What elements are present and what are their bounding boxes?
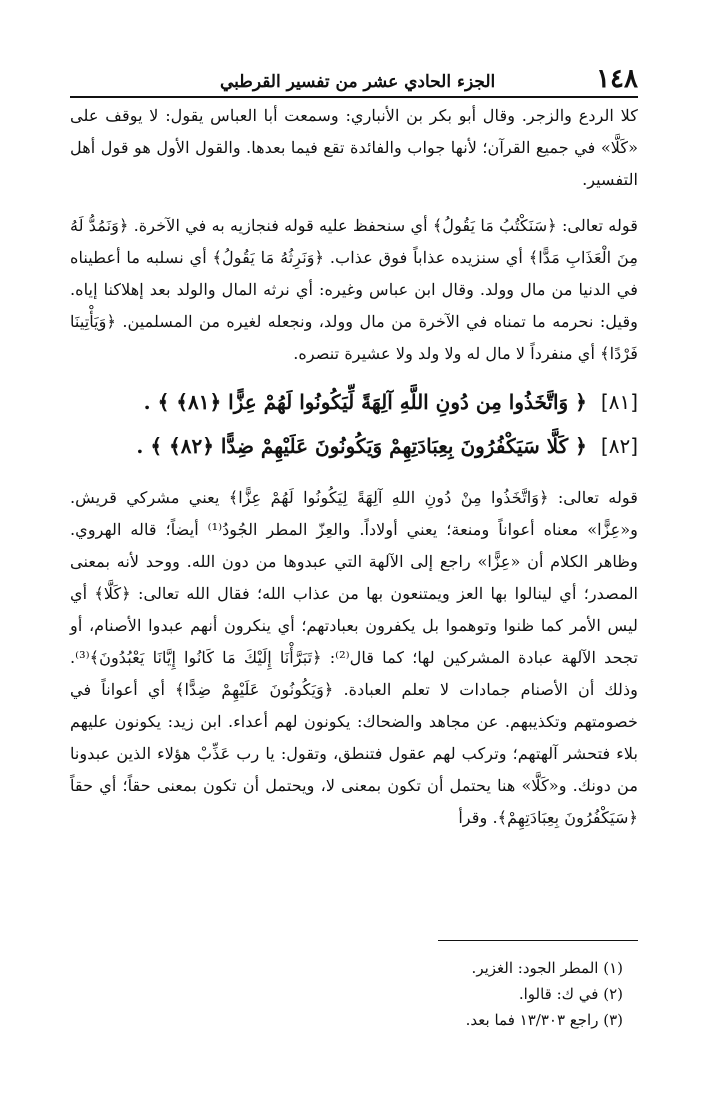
running-title: الجزء الحادي عشر من تفسير القرطبي [220, 72, 496, 92]
verse-number: [٨١] [600, 390, 638, 414]
verse-block [70, 380, 638, 468]
verse-text: ﴿ وَاتَّخَذُوا مِن دُونِ اللَّهِ آلِهَةً لِّيَكُونُوا لَهُمْ عِزًّا ﴿٨١﴾ ﴾ . [143, 390, 587, 414]
verse-81 [70, 380, 638, 424]
page-body [70, 100, 638, 834]
paragraph-1: كلا الردع والزجر. وقال أبو بكر بن الأنباري: وسمعت أبا العباس يقول: لا يوقف على «كَلَّا» في جميع القرآن؛ لأنها جواب والفائدة تقع فيما بعدها. والقول الأول هو قول أهل التفسير. [70, 106, 638, 189]
footnote-3: (٣) راجع ١٣/٣٠٣ فما بعد. [465, 1011, 623, 1029]
footnotes [70, 955, 623, 1033]
page-number: ١٤٨ [596, 64, 638, 94]
footnote-2: (٢) في ك: قالوا. [518, 985, 623, 1003]
page-header [70, 58, 638, 98]
paragraph-2: قوله تعالى: ﴿سَنَكْتُبُ مَا يَقُولُ﴾ أي سنحفظ عليه قوله فنجازيه به في الآخرة. ﴿وَنَمُدُّ لَهُ مِنَ الْعَذَابِ مَدًّا﴾ أي سنزيده عذاباً فوق عذاب. ﴿وَنَرِثُهُ مَا يَقُولُ﴾ أي نسلبه ما أعطيناه في الدنيا من مال وولد. وقال ابن عباس وغيره: أي نرثه المال والولد بعد إهلاكنا إياه. وقيل: نحرمه ما تمناه في الآخرة من مال وولد، ونجعله لغيره من المسلمين. ﴿وَيَأْتِينَا فَرْدًا﴾ أي منفرداً لا مال له ولا ولد ولا عشيرة تنصره. [70, 216, 638, 363]
verse-82 [70, 424, 638, 468]
verse-number: [٨٢] [600, 434, 638, 458]
verse-text: ﴿ كَلَّا سَيَكْفُرُونَ بِعِبَادَتِهِمْ وَيَكُونُونَ عَلَيْهِمْ ضِدًّا ﴿٨٢﴾ ﴾ . [136, 434, 587, 458]
paragraph-3: قوله تعالى: ﴿وَاتَّخَذُوا مِنْ دُونِ اللهِ آلِهَةً لِيَكُونُوا لَهُمْ عِزًّا﴾ يعني مشركي قريش. و«عِزًّا» معناه أعواناً ومنعة؛ يعني أولاداً. والعِزّ المطر الجُودُ⁽¹⁾ أيضاً؛ قاله الهروي. وظاهر الكلام أن «عِزًّا» راجع إلى الآلهة التي عبدوها من دون الله. ووحد لأنه بمعنى المصدر؛ أي لينالوا بها العز ويمتنعون بها من عذاب الله؛ فقال الله تعالى: ﴿كَلَّا﴾ أي ليس الأمر كما ظنوا وتوهموا بل يكفرون بعبادتهم؛ أي ينكرون أنهم عبدوا الأصنام، أو تجحد الآلهة عبادة المشركين لها؛ كما قال⁽²⁾: ﴿تَبَرَّأْنَا إِلَيْكَ مَا كَانُوا إِيَّانَا يَعْبُدُونَ﴾⁽³⁾. وذلك أن الأصنام جمادات لا تعلم العبادة. ﴿وَيَكُونُونَ عَلَيْهِمْ ضِدًّا﴾ أي أعواناً في خصومتهم وتكذيبهم. عن مجاهد والضحاك: يكونون لهم أعداء. ابن زيد: يكونون عليهم بلاء فتحشر آلهتهم؛ وتركب لهم عقول فتنطق، وتقول: يا رب عَذِّبْ هؤلاء الذين عبدونا من دونك. و«كَلَّا» هنا يحتمل أن تكون بمعنى لا، ويحتمل أن تكون بمعنى حقاً؛ أي حقاً ﴿سَيَكْفُرُونَ بِعِبَادَتِهِمْ﴾. وقرأ [70, 488, 638, 827]
footnote-divider [438, 940, 638, 941]
footnote-1: (١) المطر الجود: الغزير. [471, 959, 623, 977]
